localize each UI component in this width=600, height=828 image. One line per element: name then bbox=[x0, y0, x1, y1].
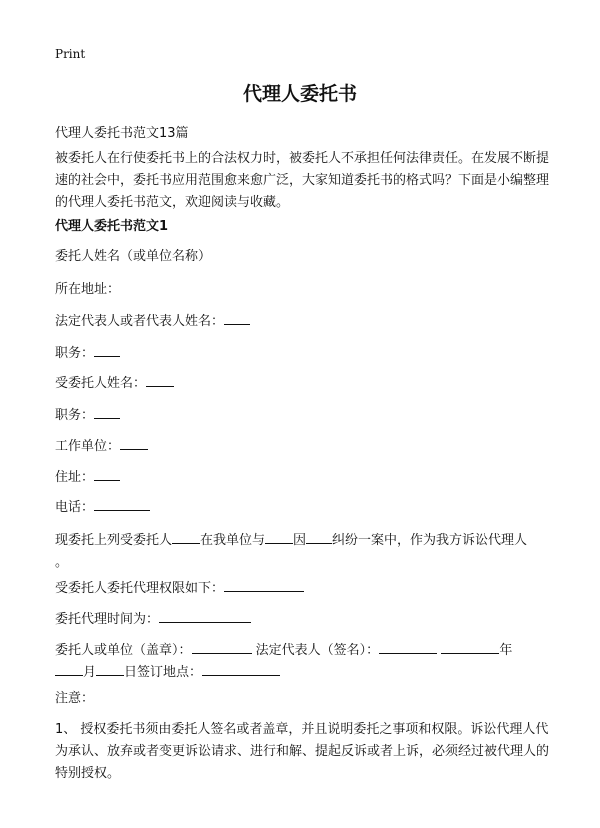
signature-rep-label: 法定代表人（签名）： bbox=[255, 643, 380, 658]
day-blank bbox=[96, 662, 124, 676]
month-blank bbox=[55, 662, 83, 676]
legal-rep-label: 法定代表人或者代表人姓名： bbox=[55, 314, 225, 329]
section-heading: 代理人委托书范文1 bbox=[55, 219, 169, 234]
entrust-blank-cause bbox=[306, 530, 332, 544]
note-1-paragraph: 1、 授权委托书须由委托人签名或者盖章，并且说明委托之事项和权限。诉讼代理人代为承认、放弃或者变更诉讼请求、进行和解、提起反诉或者上诉，必须经过被代理人的特别授权。 bbox=[55, 722, 550, 781]
position-label-2: 职务： bbox=[55, 408, 95, 423]
notice-line: 注意： bbox=[55, 691, 95, 706]
entrust-blank-agent bbox=[172, 530, 200, 544]
work-unit-line bbox=[55, 436, 552, 458]
position-line-2 bbox=[55, 405, 552, 427]
print-link[interactable]: Print bbox=[55, 47, 86, 61]
entrust-text-d: 纠纷一案中，作为我方诉讼代理人 bbox=[332, 533, 528, 548]
entrust-text-b: 在我单位与 bbox=[200, 533, 266, 548]
entrust-text-c: 因 bbox=[293, 533, 307, 548]
signature-client-blank bbox=[192, 640, 252, 654]
signature-rep-blank bbox=[379, 640, 437, 654]
document-subtitle: 代理人委托书范文13篇 bbox=[55, 126, 189, 141]
phone-label: 电话： bbox=[55, 500, 95, 515]
intro-paragraph: 被委托人在行使委托书上的合法权力时，被委托人不承担任何法律责任。在发展不断提速的社会中，委托书应用范围愈来愈广泛，大家知道委托书的格式吗？下面是小编整理的代理人委托书范文，欢迎阅读与收藏。 bbox=[55, 151, 550, 210]
position-blank-2 bbox=[94, 405, 120, 419]
signature-paragraph bbox=[55, 640, 552, 684]
signature-client-label: 委托人或单位（盖章）： bbox=[55, 643, 192, 658]
work-unit-blank bbox=[120, 436, 148, 450]
agent-name-blank bbox=[146, 373, 174, 387]
entrust-text-end: 。 bbox=[55, 555, 69, 570]
position-label-1: 职务： bbox=[55, 346, 95, 361]
year-label: 年 bbox=[499, 643, 513, 658]
address-line: 所在地址： bbox=[55, 282, 121, 297]
entrust-paragraph bbox=[55, 530, 552, 574]
legal-rep-blank bbox=[224, 311, 250, 325]
position-blank-1 bbox=[94, 343, 120, 357]
place-blank bbox=[202, 662, 280, 676]
term-line bbox=[55, 609, 552, 631]
phone-blank bbox=[94, 497, 150, 511]
position-line-1 bbox=[55, 343, 552, 365]
term-label: 委托代理时间为： bbox=[55, 612, 160, 627]
authority-blank bbox=[224, 578, 304, 592]
agent-name-line bbox=[55, 373, 552, 395]
phone-line bbox=[55, 497, 552, 519]
entrust-blank-party bbox=[265, 530, 293, 544]
day-place-label: 日签订地点： bbox=[124, 665, 203, 680]
authority-label: 受委托人委托代理权限如下： bbox=[55, 581, 225, 596]
agent-name-label: 受委托人姓名： bbox=[55, 376, 147, 391]
entrust-text-a: 现委托上列受委托人 bbox=[55, 533, 173, 548]
residence-label: 住址： bbox=[55, 470, 95, 485]
term-blank bbox=[159, 609, 251, 623]
authority-line bbox=[55, 578, 552, 600]
residence-line bbox=[55, 467, 552, 489]
legal-rep-line bbox=[55, 311, 552, 333]
month-label: 月 bbox=[83, 665, 97, 680]
work-unit-label: 工作单位： bbox=[55, 439, 121, 454]
client-name-line: 委托人姓名（或单位名称） bbox=[55, 249, 212, 264]
year-blank bbox=[441, 640, 499, 654]
document-title: 代理人委托书 bbox=[242, 83, 357, 105]
residence-blank bbox=[94, 467, 120, 481]
